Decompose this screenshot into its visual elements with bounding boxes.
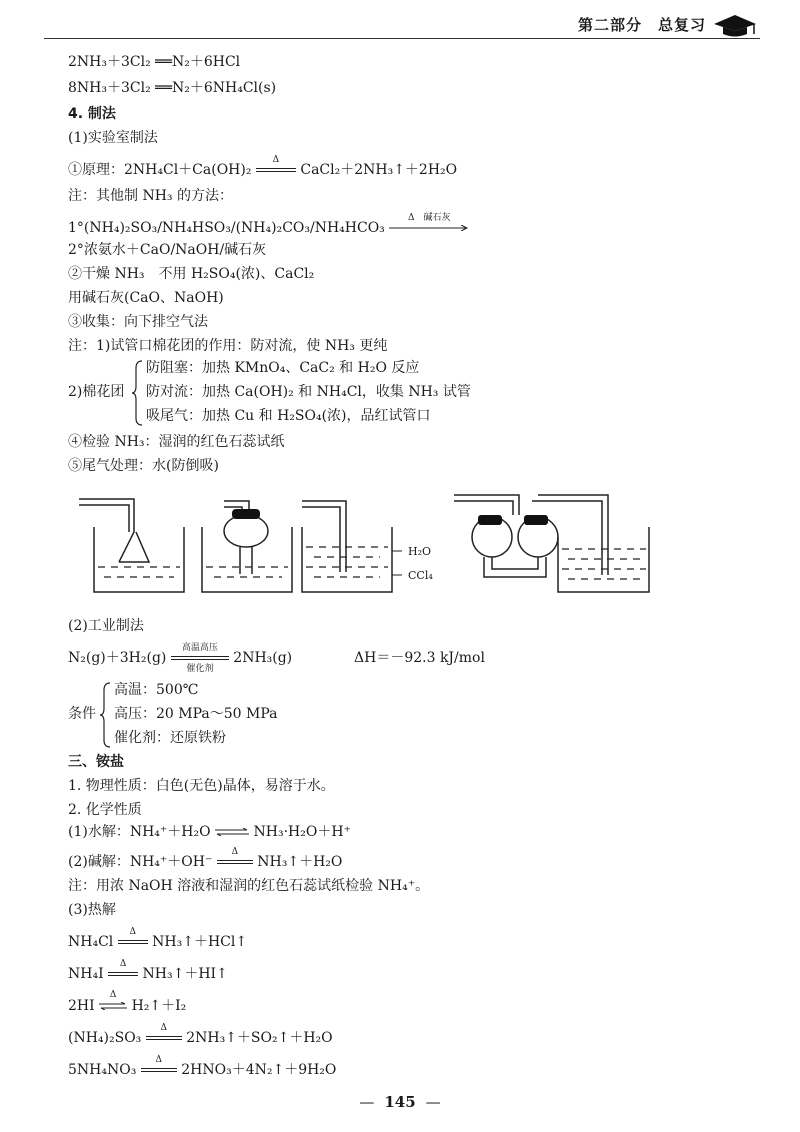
decomp-reactant: 2HI — [68, 998, 95, 1014]
hydrolysis-products: NH₃·H₂O＋H⁺ — [253, 824, 351, 840]
delta-label: Δ — [231, 847, 239, 857]
conditions-label: 条件 — [68, 706, 96, 722]
method-1-reagents: 1°(NH₄)₂SO₃/NH₄HSO₃/(NH₄)₂CO₃/NH₄HCO₃ — [68, 220, 385, 236]
page-header — [44, 10, 760, 39]
equation-nh3-cl2-hcl: 2NH₃＋3Cl₂ ══N₂＋6HCl — [68, 54, 241, 70]
reversible-arrow — [171, 643, 229, 674]
decomp-nh4cl — [68, 927, 248, 952]
note-other-methods: 注：其他制 NH₃ 的方法： — [68, 188, 233, 204]
physical-properties: 1. 物理性质：白色(无色)晶体，易溶于水。 — [68, 778, 335, 794]
heat-arrow — [108, 959, 138, 977]
base-reaction — [68, 847, 343, 872]
heat-arrow — [256, 155, 296, 173]
method-1 — [68, 213, 469, 238]
delta-label: Δ — [160, 1023, 167, 1033]
equilibrium-arrow — [215, 828, 249, 836]
section-title: 第二部分 总复习 — [577, 16, 706, 34]
delta-label: Δ — [272, 155, 280, 165]
condition-temp: 高温：500℃ — [114, 682, 199, 698]
products: CaCl₂＋2NH₃↑＋2H₂O — [300, 162, 458, 178]
delta-label: Δ — [155, 1055, 163, 1065]
ammonium-test-note: 注：用浓 NaOH 溶液和湿润的红色石蕊试纸检验 NH₄⁺。 — [68, 878, 430, 894]
base-reactants: (2)碱解：NH₄⁺＋OH⁻ — [68, 854, 213, 870]
label-h2o: H₂O — [408, 545, 432, 558]
decomp-reactant: NH₄I — [68, 966, 104, 982]
test-nh3: ④检验 NH₃：湿润的红色石蕊试纸 — [68, 434, 285, 450]
base-products: NH₃↑＋H₂O — [257, 854, 343, 870]
enthalpy: ΔH＝－92.3 kJ/mol — [354, 650, 485, 666]
delta-label: Δ — [119, 959, 127, 969]
condition-arrow — [389, 213, 469, 231]
equation-nh3-cl2-nh4cl: 8NH₃＋3Cl₂ ══N₂＋6NH₄Cl(s) — [68, 80, 277, 96]
page-dash-right: — — [425, 1093, 441, 1111]
decomp-products: NH₃↑＋HI↑ — [142, 966, 228, 982]
label-ccl4: CCl₄ — [408, 569, 433, 582]
condition-label: Δ 碱石灰 — [408, 213, 451, 223]
drying-agent: 用碱石灰(CaO、NaOH) — [68, 290, 224, 306]
chemical-properties: 2. 化学性质 — [68, 802, 142, 818]
cotton-note-1: 注：1)试管口棉花团的作用：防对流，使 NH₃ 更纯 — [68, 338, 388, 354]
reactants: ①原理：2NH₄Cl＋Ca(OH)₂ — [68, 162, 252, 178]
decomp-nh4-2so3 — [68, 1023, 333, 1048]
heading-lab-prep: (1)实验室制法 — [68, 130, 158, 146]
decomp-products: 2HNO₃＋4N₂↑＋9H₂O — [181, 1062, 337, 1078]
heading-preparation: 4. 制法 — [68, 106, 116, 122]
tail-gas-treatment: ⑤尾气处理：水(防倒吸) — [68, 458, 219, 474]
reversible-heat-arrow — [99, 990, 127, 1010]
hydrolysis-reactants: (1)水解：NH₄⁺＋H₂O — [68, 824, 211, 840]
heading-industrial: (2)工业制法 — [68, 618, 144, 634]
page-dash-left: — — [359, 1093, 375, 1111]
decomp-nh4i — [68, 959, 228, 984]
condition-bottom: 催化剂 — [186, 664, 214, 674]
brace — [132, 360, 144, 426]
delta-label: Δ — [109, 990, 117, 1000]
decomp-products: NH₃↑＋HCl↑ — [152, 934, 248, 950]
heat-arrow — [146, 1023, 182, 1041]
page-number — [0, 1093, 800, 1111]
heat-arrow — [217, 847, 253, 865]
cotton-use-absorb: 吸尾气：加热 Cu 和 H₂SO₄(浓)，品红试管口 — [146, 408, 431, 424]
decomp-products: 2NH₃↑＋SO₂↑＋H₂O — [186, 1030, 333, 1046]
decomp-reactant: 5NH₄NO₃ — [68, 1062, 137, 1078]
heading-ammonium-salts: 三、铵盐 — [68, 754, 124, 770]
cotton-use-anti-block: 防阻塞：加热 KMnO₄、CaC₂ 和 H₂O 反应 — [146, 360, 420, 376]
decomp-nh4no3 — [68, 1055, 337, 1080]
decomp-reactant: (NH₄)₂SO₃ — [68, 1030, 142, 1046]
cotton-label: 2)棉花团 — [68, 384, 125, 400]
decomp-hi — [68, 990, 187, 1016]
collection-method: ③收集：向下排空气法 — [68, 314, 208, 330]
graduation-cap-icon — [710, 10, 760, 38]
page-number-text: 145 — [384, 1093, 416, 1111]
haber-products: 2NH₃(g) — [233, 650, 293, 666]
decomp-reactant: NH₄Cl — [68, 934, 114, 950]
condition-top: 高温高压 — [181, 643, 218, 653]
condition-catalyst: 催化剂：还原铁粉 — [114, 730, 226, 746]
method-2: 2°浓氨水＋CaO/NaOH/碱石灰 — [68, 242, 267, 258]
heat-arrow — [118, 927, 148, 945]
decomp-products: H₂↑＋I₂ — [131, 998, 187, 1014]
heat-arrow — [141, 1055, 177, 1073]
condition-pressure: 高压：20 MPa～50 MPa — [114, 706, 278, 722]
haber-reactants: N₂(g)＋3H₂(g) — [68, 650, 167, 666]
brace — [100, 682, 112, 748]
haber-equation — [68, 643, 293, 674]
principle-equation — [68, 155, 458, 180]
heading-thermal-decomp: (3)热解 — [68, 902, 116, 918]
apparatus-diagram — [74, 487, 654, 607]
delta-label: Δ — [129, 927, 136, 937]
cotton-use-anti-convection: 防对流：加热 Ca(OH)₂ 和 NH₄Cl，收集 NH₃ 试管 — [146, 384, 471, 400]
drying-note: ②干燥 NH₃ 不用 H₂SO₄(浓)、CaCl₂ — [68, 266, 315, 282]
hydrolysis-equation — [68, 822, 351, 842]
